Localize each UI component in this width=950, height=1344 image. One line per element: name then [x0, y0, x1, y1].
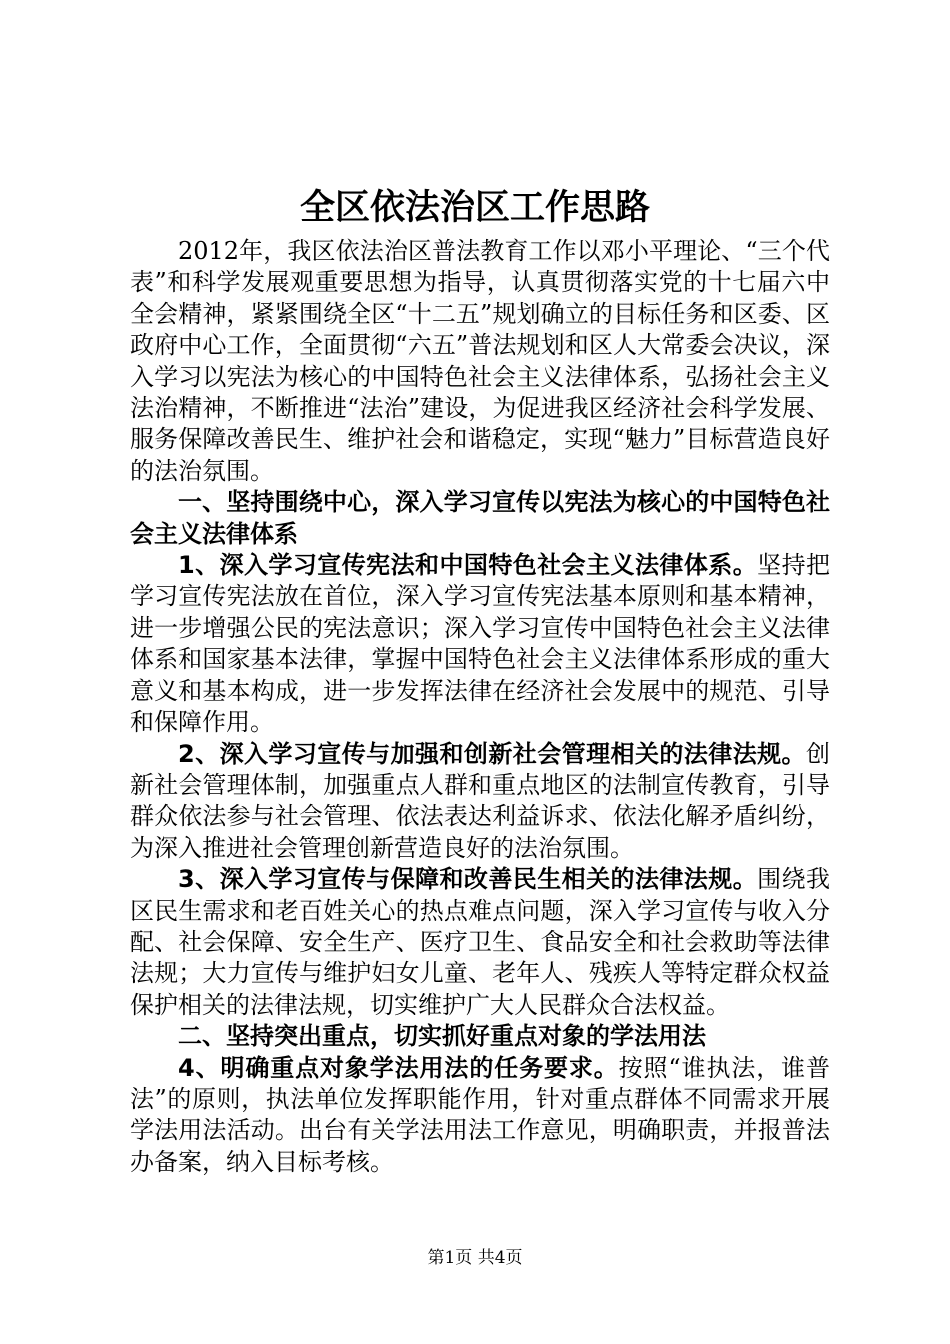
section-heading-1: 一、坚持围绕中心，深入学习宣传以宪法为核心的中国特色社会主义法律体系 [130, 488, 830, 548]
document-body [130, 236, 830, 1178]
page-footer: 第1页 共4页 [427, 1248, 523, 1268]
item-text-1: 坚持把学习宣传宪法放在首位，深入学习宣传宪法基本原则和基本精神，进一步增强公民的宪法意识；深入学习宣传中国特色社会主义法律体系和国家基本法律，掌握中国特色社会主义法律体系形成的重大意义和基本构成，进一步发挥法律在经济社会发展中的规范、引导和保障作用。 [130, 551, 831, 737]
document-title: 全区依法治区工作思路 [299, 188, 650, 228]
item-text-2: 创新社会管理体制，加强重点人群和重点地区的法制宣传教育，引导群众依法参与社会管理、依法表达利益诉求、依法化解矛盾纠纷，为深入推进社会管理创新营造良好的法治氛围。 [130, 739, 830, 862]
item-paragraph-4 [130, 1053, 830, 1179]
item-paragraph-3 [130, 864, 830, 1021]
item-text-3: 围绕我区民生需求和老百姓关心的热点难点问题，深入学习宣传与收入分配、社会保障、安全生产、医疗卫生、食品安全和社会救助等法律法规；大力宣传与维护妇女儿童、老年人、残疾人等特定群众权益保护相关的法律法规，切实维护广大人民群众合法权益。 [130, 865, 831, 1019]
section-heading-2: 二、坚持突出重点，切实抓好重点对象的学法用法 [178, 1022, 706, 1051]
item-lead-3: 3、深入学习宣传与保障和改善民生相关的法律法规。 [178, 865, 758, 894]
item-paragraph-2 [130, 739, 830, 865]
item-text-4: 按照“谁执法，谁普法”的原则，执法单位发挥职能作用，针对重点群体不同需求开展学法用法活动。出台有关学法用法工作意见，明确职责，并报普法办备案，纳入目标考核。 [130, 1053, 830, 1176]
item-lead-2: 2、深入学习宣传与加强和创新社会管理相关的法律法规。 [178, 739, 806, 768]
intro-paragraph: 2012年，我区依法治区普法教育工作以邓小平理论、“三个代表”和科学发展观重要思想为指导，认真贯彻落实党的十七届六中全会精神，紧紧围绕全区“十二五”规划确立的目标任务和区委、区政府中心工作，全面贯彻“六五”普法规划和区人大常委会决议，深入学习以宪法为核心的中国特色社会主义法律体系，弘扬社会主义法治精神，不断推进“法治”建设，为促进我区经济社会科学发展、服务保障改善民生、维护社会和谐稳定，实现“魅力”目标营造良好的法治氛围。 [130, 237, 830, 485]
item-paragraph-1 [130, 550, 830, 738]
item-lead-4: 4、明确重点对象学法用法的任务要求。 [178, 1053, 619, 1082]
item-lead-1: 1、深入学习宣传宪法和中国特色社会主义法律体系。 [178, 551, 758, 580]
